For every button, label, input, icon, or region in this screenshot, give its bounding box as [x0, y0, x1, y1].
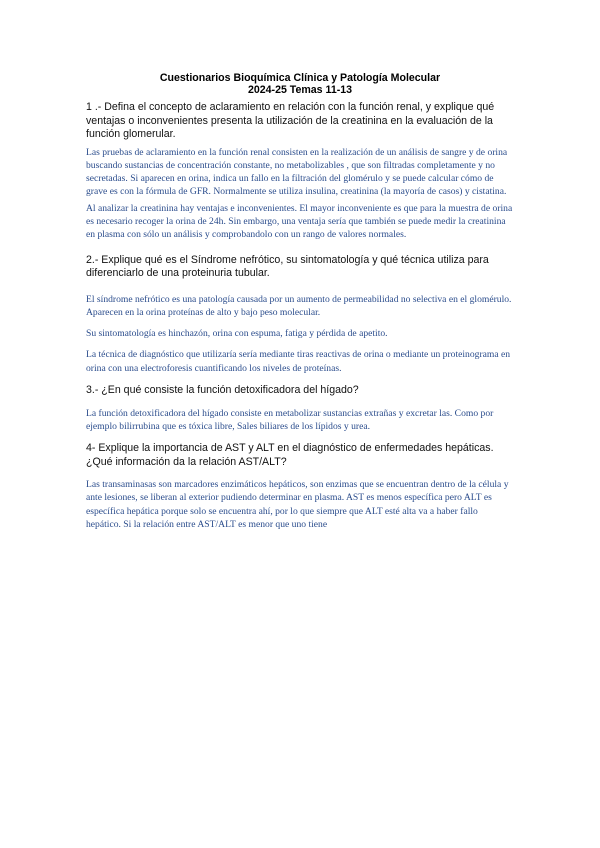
- answer-4-paragraph-1: Las transaminasas son marcadores enzimáticos hepáticos, son enzimas que se encuentran dentro de la célula y ante lesiones, se liberan al exterior pudiendo determinar en plasma. AST es menos específica pero ALT es específica hepática porque solo se encuentra ahí, por lo que siempre que ALT esté alta va a haber fallo hepático. Si la relación entre AST/ALT es menor que uno tiene: [86, 479, 509, 531]
- answer-2-paragraph-2: Su sintomatología es hinchazón, orina con espuma, fatiga y pérdida de apetito.: [86, 328, 388, 340]
- answer-1-paragraph-2: Al analizar la creatinina hay ventajas e inconvenientes. El mayor inconveniente es que para la muestra de orina es necesario recoger la orina de 24h. Sin embargo, una ventaja sería que también se puede medir la creatinina en plasma con sólo un análisis y comprobandolo con un rango de valores normales.: [86, 202, 513, 241]
- question-1: 1 .- Defina el concepto de aclaramiento en relación con la función renal, y explique qué ventajas o inconvenientes presenta la utilización de la creatinina en la evaluación de la función glomerular.: [86, 101, 495, 140]
- answer-3-paragraph-1: La función detoxificadora del hígado consiste en metabolizar sustancias extrañas y excretar las. Como por ejemplo bilirrubina que es tóxica libre, Sales biliares de los lípidos y urea.: [86, 407, 494, 432]
- question-2: 2.- Explique qué es el Síndrome nefrótico, su sintomatología y qué técnica utiliza para diferenciarlo de una proteinuria tubular.: [86, 253, 489, 280]
- document-title: Cuestionarios Bioquímica Clínica y Patología Molecular: [159, 72, 441, 84]
- answer-1-paragraph-1: Las pruebas de aclaramiento en la función renal consisten en la realización de un análisis de sangre y de orina buscando sustancias de concentración constante, no metabolizables , que son filtradas completamente y no secretadas. Si aparecen en orina, indica un fallo en la filtración del glomérulo y se puede calcular cómo de grave es con la fórmula de GFR. Normalmente se utiliza insulina, creatinina (la mayoría de casos) y cistatina.: [86, 146, 508, 198]
- answer-2-paragraph-1: El síndrome nefrótico es una patología causada por un aumento de permeabilidad no selectiva en el glomérulo. Aparecen en la orina proteínas de alto y bajo peso molecular.: [86, 293, 512, 318]
- document-subtitle: 2024-25 Temas 11-13: [247, 84, 353, 96]
- answer-2-paragraph-3: La técnica de diagnóstico que utilizaría sería mediante tiras reactivas de orina o mediante un proteinograma en orina con una electroforesis cuantificando los niveles de proteínas.: [86, 349, 511, 374]
- question-4: 4- Explique la importancia de AST y ALT en el diagnóstico de enfermedades hepáticas. ¿Qué información da la relación AST/ALT?: [86, 442, 494, 468]
- question-3: 3.- ¿En qué consiste la función detoxificadora del hígado?: [86, 384, 359, 397]
